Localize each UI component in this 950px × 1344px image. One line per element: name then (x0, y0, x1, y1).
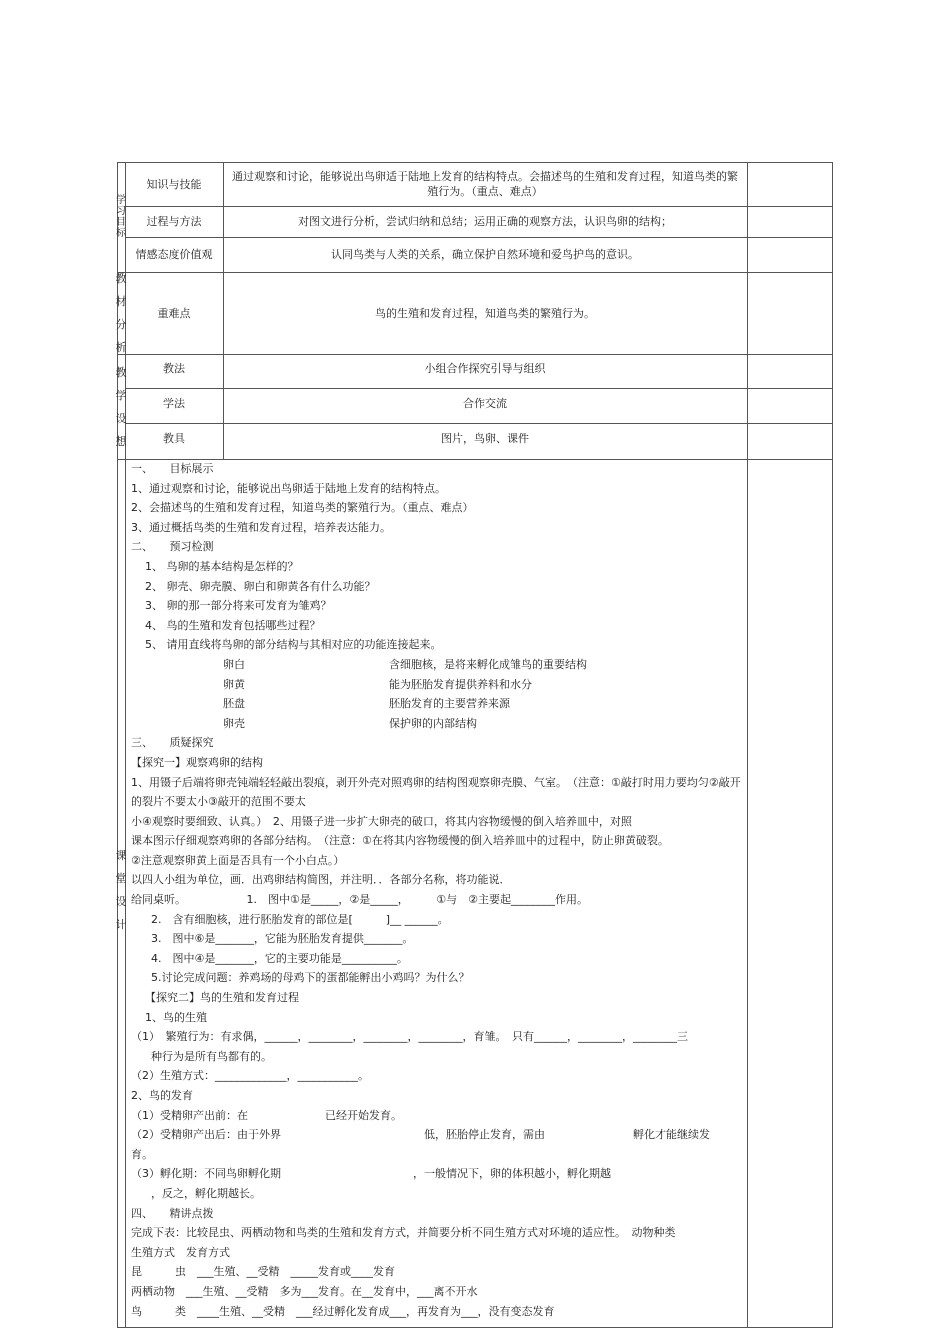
preview-question: 4、 鸟的生殖和发育包括哪些过程？ (145, 618, 321, 632)
explore-two-line: （2）生殖方式：_____________，___________。 (131, 1069, 369, 1083)
section-heading-preview: 二、 预习检测 (131, 540, 214, 554)
explore-two-line: （3）孵化期：不同鸟卵孵化期 ，一般情况下，卵的体积越小，孵化期越 (131, 1167, 611, 1181)
goal-item: 3、通过概括鸟类的生殖和发育过程，培养表达能力。 (131, 520, 391, 534)
design-label-learning: 学法 (163, 396, 185, 410)
analysis-side-label: 教 材 分 析 (115, 272, 127, 354)
section-heading-goals: 一、 目标展示 (131, 462, 214, 475)
explore-one-question: 3. 图中⑥是_______，它能为胚胎发育提供_______。 (151, 932, 414, 946)
analysis-label: 重难点 (157, 306, 191, 320)
explain-line: 生殖方式 发育方式 (131, 1245, 230, 1259)
explore-two-line: ，反之，孵化期越长。 (151, 1186, 261, 1200)
explore-one-question: 5.讨论完成问题：养鸡场的母鸡下的蛋都能孵出小鸡吗？为什么？ (151, 971, 470, 985)
explore-one-title: 【探究一】观察鸡卵的结构 (131, 755, 263, 769)
explore-one-step: 课本图示仔细观察鸡卵的各部分结构。 （注意：①在将其内容物缓慢的倒入培养皿中的过程中，防止卵黄破裂。 (131, 834, 669, 848)
explore-two-line: 2、鸟的发育 (131, 1089, 193, 1102)
match-row (131, 675, 743, 695)
objective-text-attitude: 认同鸟类与人类的关系，确立保护自然环境和爱鸟护鸟的意识。 (331, 248, 639, 261)
match-row (131, 655, 743, 675)
explore-one-note: ②注意观察卵黄上面是否具有一个小白点。） (131, 853, 345, 867)
goal-item: 2、会描述鸟的生殖和发育过程，知道鸟类的繁殖行为。（重点、难点） (131, 501, 474, 515)
objective-label-attitude: 情感态度价值观 (135, 248, 213, 261)
explore-one-question: 2. 含有细胞核，进行胚胎发育的部位是[ ]__ ______。 (151, 912, 449, 926)
explain-line: 两栖动物 ___生殖、__受精 多为___发育。在__发育中，___离不开水 (131, 1284, 478, 1298)
match-part: 卵壳 (223, 716, 245, 730)
objective-label-process: 过程与方法 (146, 215, 202, 228)
section-heading-inquiry: 三、 质疑探究 (131, 736, 214, 750)
objective-label-knowledge: 知识与技能 (146, 177, 202, 191)
explore-two-line: （2）受精卵产出后：由于外界 低，胚胎停止发育，需由 孵化才能继续发 (131, 1128, 710, 1142)
explain-line: 完成下表：比较昆虫、两栖动物和鸟类的生殖和发育方式，并简要分析不同生殖方式对环境的适应性。 动物种类 (131, 1226, 676, 1240)
explore-one-task: 以四人小组为单位，画．出鸡卵结构简图，并注明．．各部分名称，将功能说． (131, 873, 511, 887)
design-text-learning: 合作交流 (463, 396, 507, 410)
design-text-tools: 图片，鸟卵、课件 (441, 431, 529, 445)
explore-two-line: 1、鸟的生殖 (145, 1010, 207, 1024)
col-line-side-bottom (125, 459, 126, 1328)
explore-one-step: 1、用镊子后端将卵壳钝端轻轻敲出裂痕，剥开外壳对照鸡卵的结构图观察卵壳膜、气室。 （注意：①敲打时用力要均匀②敲开的裂片不要太小③敲开的范围不要太 (131, 775, 741, 809)
preview-question: 1、 鸟卵的基本结构是怎样的？ (145, 559, 299, 573)
explore-two-line: 育。 (131, 1147, 153, 1161)
match-row (131, 714, 743, 734)
match-part: 卵黄 (223, 677, 245, 691)
match-part: 胚盘 (223, 697, 245, 711)
explore-two-title: 【探究二】鸟的生殖和发育过程 (145, 991, 299, 1005)
explore-two-line: 种行为是所有鸟都有的。 (151, 1049, 272, 1063)
col-line-notes (747, 162, 748, 1328)
match-part: 卵白 (223, 657, 245, 671)
preview-question: 3、 卵的那一部分将来可发育为雏鸡？ (145, 599, 332, 613)
preview-question: 2、 卵壳、卵壳膜、卵白和卵黄各有什么功能？ (145, 579, 376, 593)
objective-text-knowledge: 通过观察和讨论，能够说出鸟卵适于陆地上发育的结构特点。会描述鸟的生殖和发育过程，知道鸟类的繁殖行为。（重点、难点） (232, 170, 738, 198)
explore-two-line: （1） 繁殖行为：有求偶，______，________，________，________，育雏。 只有______，________，________三 (131, 1030, 688, 1044)
classroom-side-label: 课 堂 设 计 (115, 849, 127, 931)
match-function: 保护卵的内部结构 (389, 716, 477, 730)
objectives-side-label: 学 习 目 标 (116, 195, 126, 239)
design-label-tools: 教具 (163, 431, 185, 445)
explore-one-step: 小④观察时要细致、认真。） 2、用镊子进一步扩大卵壳的破口，将其内容物缓慢的倒入培养皿中，对照 (131, 814, 632, 828)
design-text-method: 小组合作探究引导与组织 (424, 361, 546, 375)
preview-question: 5、 请用直线将鸟卵的部分结构与其相对应的功能连接起来。 (145, 638, 442, 652)
classroom-content (131, 459, 743, 1321)
analysis-text: 鸟的生殖和发育过程，知道鸟类的繁殖行为。 (375, 306, 595, 320)
match-function: 能为胚胎发育提供养料和水分 (389, 677, 532, 691)
design-side-label: 教 学 设 想 (115, 365, 127, 448)
explore-one-question: 给同桌听。 1. 图中①是_____，②是_____， ①与 ②主要起________作用。 (131, 893, 588, 907)
explore-one-question: 4. 图中④是_______，它的主要功能是__________。 (151, 951, 408, 965)
section-heading-explain: 四、 精讲点拨 (131, 1206, 214, 1220)
match-function: 胚胎发育的主要营养来源 (389, 697, 510, 711)
explore-two-line: （1）受精卵产出前：在 已经开始发育。 (131, 1108, 402, 1122)
match-row (131, 694, 743, 714)
objective-text-process: 对图文进行分析，尝试归纳和总结；运用正确的观察方法，认识鸟卵的结构； (298, 215, 672, 228)
design-label-method: 教法 (163, 361, 185, 375)
match-function: 含细胞核，是将来孵化成雏鸟的重要结构 (389, 657, 587, 671)
goal-item: 1、通过观察和讨论，能够说出鸟卵适于陆地上发育的结构特点。 (131, 481, 446, 495)
explain-line: 鸟 类 ____生殖、__受精 ___经过孵化发育成___，再发育为___，没有变态发育 (131, 1304, 555, 1318)
explain-line: 昆 虫 ___生殖、__受精 _____发育或____发育 (131, 1265, 395, 1279)
